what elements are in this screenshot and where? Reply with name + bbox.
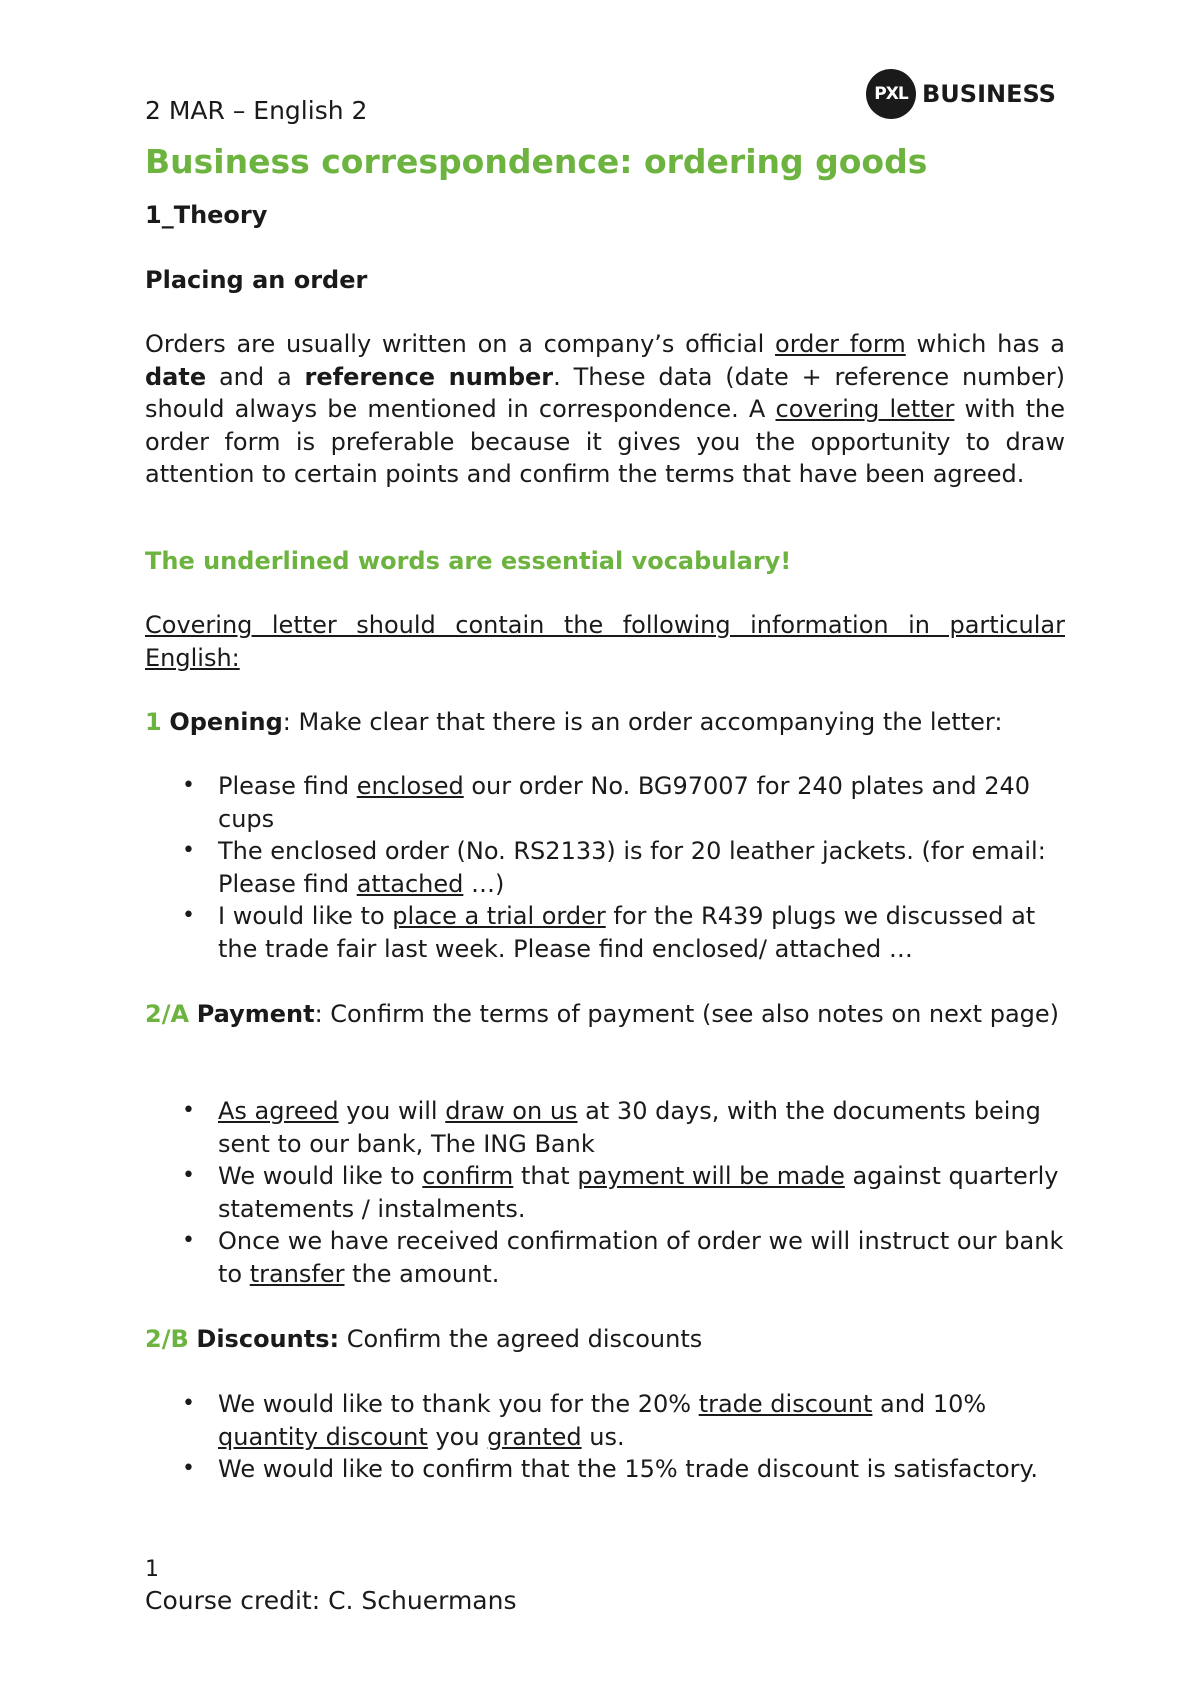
payment-list xyxy=(145,1095,1065,1290)
pxl-business-logo xyxy=(866,69,1056,119)
logo-word: BUSINESS xyxy=(922,80,1056,108)
payment-heading xyxy=(145,998,1065,1031)
section-label: Discounts: xyxy=(196,1325,340,1353)
opening-heading xyxy=(145,706,1065,739)
course-label: 2 MAR – English 2 xyxy=(145,96,368,125)
list-item: • Please find enclosed our order No. BG97007 for 240 plates and 240 cups xyxy=(145,770,1065,835)
vocabulary-notice: The underlined words are essential vocabulary! xyxy=(145,547,792,575)
list-item: • Once we have received confirmation of order we will instruct our bank to transfer the amount. xyxy=(145,1225,1065,1290)
page-title: Business correspondence: ordering goods xyxy=(145,142,928,181)
covering-letter-heading: Covering letter should contain the following information in particular English: xyxy=(145,611,1065,672)
discounts-list xyxy=(145,1388,1065,1486)
opening-list xyxy=(145,770,1065,965)
vocab-attached: attached xyxy=(356,869,464,898)
list-item: • As agreed you will draw on us at 30 days, with the documents being sent to our bank, The ING Bank xyxy=(145,1095,1065,1160)
page-number: 1 xyxy=(145,1557,159,1582)
list-item: • We would like to confirm that payment will be made against quarterly statements / instalments. xyxy=(145,1160,1065,1225)
section-description: Confirm the agreed discounts xyxy=(339,1325,703,1353)
intro-text: Orders are usually written on a company’s official xyxy=(145,330,776,358)
course-credit: Course credit: C. Schuermans xyxy=(145,1586,517,1615)
list-item: • We would like to thank you for the 20% trade discount and 10% quantity discount you granted us. xyxy=(145,1388,1065,1453)
vocab-confirm: confirm xyxy=(422,1162,514,1190)
section-label: Payment xyxy=(196,1000,315,1028)
vocab-draw-on-us: draw on us xyxy=(445,1097,578,1125)
section-description: : Confirm the terms of payment (see also notes on next page) xyxy=(314,1000,1060,1028)
section-description: : Make clear that there is an order accompanying the letter: xyxy=(282,708,1003,736)
section-number: 1 xyxy=(145,708,162,736)
intro-text: which has a xyxy=(905,330,1065,358)
logo-badge: PXL xyxy=(866,69,916,119)
section-label: Opening xyxy=(169,708,283,736)
intro-paragraph xyxy=(145,328,1065,491)
list-item: • I would like to place a trial order for the R439 plugs we discussed at the trade fair last week. Please find enclosed/ attached … xyxy=(145,900,1065,965)
vocab-granted: granted xyxy=(487,1422,582,1451)
vocab-quantity-discount: quantity discount xyxy=(218,1422,428,1451)
list-item: • The enclosed order (No. RS2133) is for 20 leather jackets. (for email: Please find attached …) xyxy=(145,835,1065,900)
vocab-as-agreed: As agreed xyxy=(218,1097,339,1125)
vocab-payment-will-be-made: payment will be made xyxy=(577,1162,845,1190)
intro-text: and a xyxy=(206,362,305,391)
subheading: Placing an order xyxy=(145,266,368,294)
section-number: 2/B xyxy=(145,1325,189,1353)
vocab-trade-discount: trade discount xyxy=(698,1390,873,1418)
intro-text: . These data (date + reference number) should always be mentioned in correspondence. A xyxy=(145,362,1066,423)
vocab-transfer: transfer xyxy=(249,1259,345,1288)
intro-text: with the order form is preferable because it gives you the opportunity to draw attention to certain points and confirm the terms that have been agreed. xyxy=(145,395,1066,488)
bold-date: date xyxy=(145,362,207,391)
vocab-enclosed: enclosed xyxy=(356,772,464,800)
list-item: • We would like to confirm that the 15% trade discount is satisfactory. xyxy=(145,1453,1065,1486)
vocab-trial-order: place a trial order xyxy=(392,902,606,930)
section-number: 2/A xyxy=(145,1000,190,1028)
bold-reference-number: reference number xyxy=(304,362,554,391)
discounts-heading xyxy=(145,1323,1065,1356)
vocab-order-form: order form xyxy=(775,330,906,358)
section-heading: 1_Theory xyxy=(145,201,268,229)
vocab-covering-letter: covering letter xyxy=(775,395,955,423)
